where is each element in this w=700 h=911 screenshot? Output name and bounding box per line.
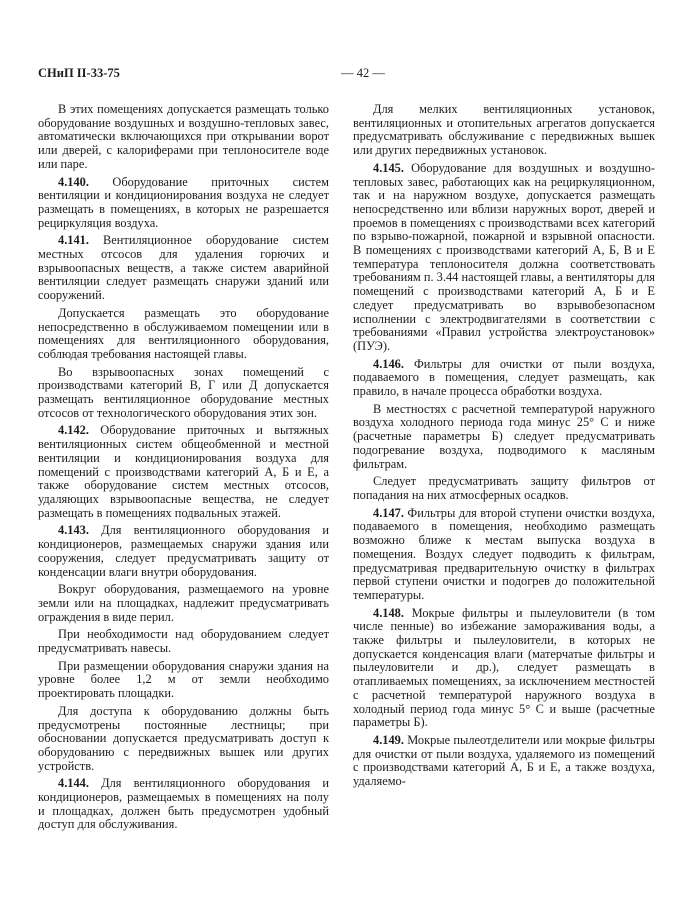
paragraph: В местностях с расчетной температурой наружного воздуха холодного периода года минус 25° С и ниже (расчетные параметры Б) следует предусматривать подогревание воздуха, подводимого к масляным фильтрам.	[353, 401, 655, 471]
paragraph: 4.140. Оборудование приточных систем вентиляции и кондиционирования воздуха не следует размещать в помещениях, в которых не разрешается рециркуляция воздуха.	[38, 174, 329, 230]
paragraph: Во взрывоопасных зонах помещений с производствами категорий В, Г или Д допускается размещать вентиляционное оборудование местных отсосов от технологического оборудования этих зон.	[38, 364, 329, 420]
clause-number: 4.149.	[373, 732, 404, 747]
paragraph: 4.145. Оборудование для воздушных и воздушно-тепловых завес, работающих как на рециркуляционном, так и на наружном воздухе, допускается размещать непосредственно или вблизи наружных ворот, дверей и проемов в помещениях с производствами всех категорий по взрыво-пожарной, пожарной и взрывной опасности. В помещениях с производствами категорий А, Б, В и Е температура теплоносителя должна соответствовать требованиям п. 3.44 настоящей главы, а вентиляторы для помещений с производствами категорий А, Б и Е следует предусматривать во взрывобезопасном исполнении с электродвигателями в соответствии с требованиями «Правил устройства электроустановок» (ПУЭ).	[353, 160, 656, 353]
paragraph: 4.143. Для вентиляционного оборудования и кондиционеров, размещаемых снаружи здания или сооружения, следует предусматривать защиту от конденсации влаги внутри оборудования.	[38, 523, 329, 579]
paragraph: Для доступа к оборудованию должны быть предусмотрены постоянные лестницы; при обосновании допускается предусматривать доступ к оборудованию с передвижных вышек или других устройств.	[38, 703, 329, 773]
right-column	[353, 103, 655, 793]
paragraph: 4.146. Фильтры для очистки от пыли воздуха, подаваемого в помещения, следует размещать, как правило, в начале процесса обработки воздуха.	[353, 356, 655, 399]
left-column	[38, 103, 329, 836]
clause-number: 4.144.	[58, 776, 89, 791]
clause-number: 4.143.	[58, 523, 89, 538]
paragraph: 4.148. Мокрые фильтры и пылеуловители (в том числе пенные) во избежание замораживания воды, а также фильтры и пылеуловители, в которых не допускается конденсация влаги (матерчатые фильтры и пылеуловители и др.), следует размещать в отапливаемых помещениях, за исключением местностей с расчетной температурой наружного воздуха в холодный период года минус 5° С и выше (расчетные параметры Б).	[353, 605, 655, 730]
clause-number: 4.140.	[58, 174, 89, 189]
clause-number: 4.141.	[58, 233, 89, 248]
paragraph: При размещении оборудования снаружи здания на уровне более 1,2 м от земли необходимо проектировать площадки.	[38, 658, 329, 701]
clause-number: 4.147.	[373, 505, 404, 520]
paragraph: При необходимости над оборудованием следует предусматривать навесы.	[38, 627, 329, 656]
clause-number: 4.145.	[373, 160, 404, 175]
clause-number: 4.146.	[373, 356, 404, 371]
paragraph: 4.147. Фильтры для второй ступени очистки воздуха, подаваемого в помещения, необходимо размещать возможно ближе к местам выпуска воздуха в помещения. Воздух следует подводить к фильтрам, предусматривая предварительную очистку в фильтрах первой ступени очистки и подогрев до положительной температуры.	[353, 505, 655, 602]
paragraph: Следует предусматривать защиту фильтров от попадания на них атмосферных осадков.	[353, 474, 655, 502]
paragraph: Допускается размещать это оборудование непосредственно в обслуживаемом помещении или в помещениях для вентиляционного оборудования, соблюдая требования настоящей главы.	[38, 305, 329, 361]
paragraph: 4.149. Мокрые пылеотделители или мокрые фильтры для очистки от пыли воздуха, удаляемого из помещений с производствами категорий А, Б и Е, а также воздуха, удаляемо-	[353, 732, 655, 789]
document-code: СНиП II-33-75	[38, 66, 120, 80]
paragraph: 4.144. Для вентиляционного оборудования и кондиционеров, размещаемых в помещениях на полу и площадках, должен быть предусмотрен удобный доступ для обслуживания.	[38, 776, 329, 832]
clause-number: 4.142.	[58, 423, 89, 438]
clause-number: 4.148.	[373, 605, 404, 620]
page-header	[38, 66, 662, 86]
paragraph: 4.142. Оборудование приточных и вытяжных вентиляционных систем общеобменной и местной вентиляции и кондиционирования воздуха для помещений с производствами категорий А, Б и Е, а также оборудование систем местных отсосов, удаляющих взрывоопасные вещества, не следует размещать в помещениях подвальных этажей.	[38, 423, 329, 520]
paragraph: Для мелких вентиляционных установок, вентиляционных и отопительных агрегатов допускается предусматривать обслуживание с передвижных вышек или других передвижных установок.	[353, 102, 655, 158]
paragraph: 4.141. Вентиляционное оборудование систем местных отсосов для удаления горючих и взрывоопасных веществ, а также систем аварийной вентиляции следует размещать снаружи зданий или сооружений.	[38, 233, 329, 303]
paragraph: Вокруг оборудования, размещаемого на уровне земли или на площадках, надлежит предусматривать ограждения в виде перил.	[38, 582, 329, 624]
paragraph: В этих помещениях допускается размещать только оборудование воздушных и воздушно-тепловых завес, автоматически включающихся при открывании ворот или дверей, с калориферами при теплоносителе воде или паре.	[38, 102, 329, 171]
page-number: — 42 —	[341, 66, 385, 80]
